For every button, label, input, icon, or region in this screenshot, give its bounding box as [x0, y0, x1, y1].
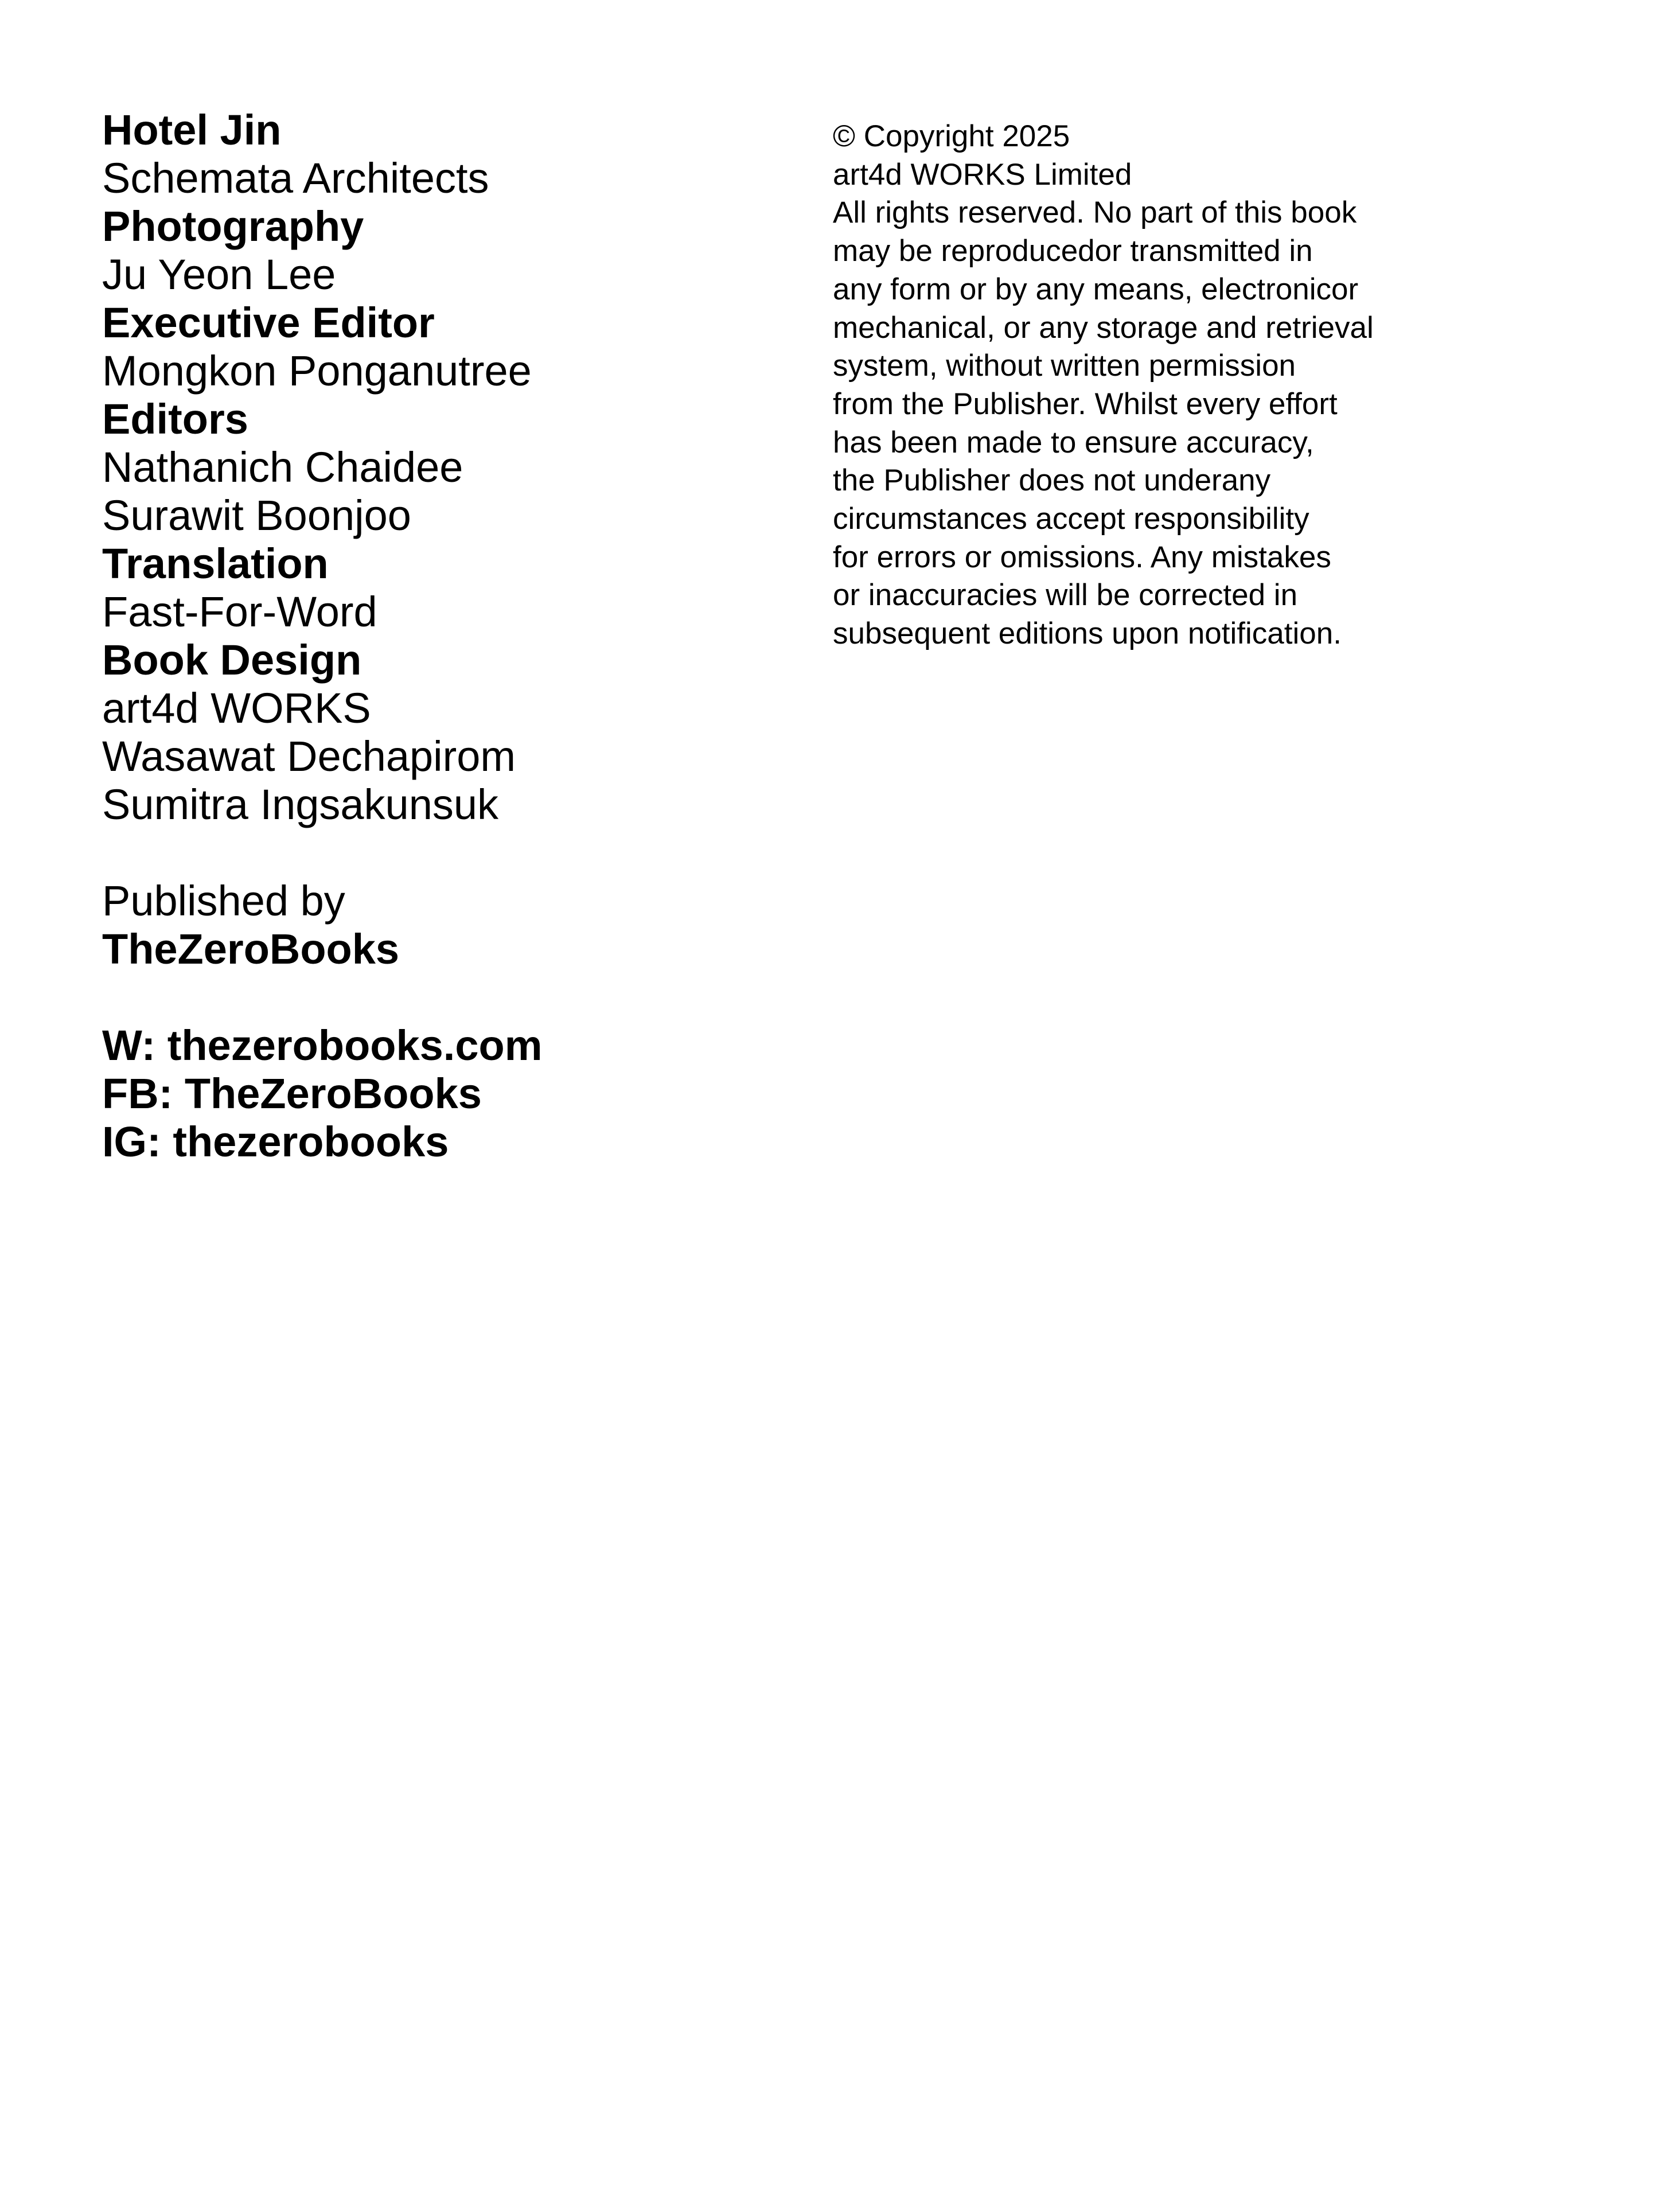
publisher-name: TheZeroBooks	[102, 925, 400, 973]
section-spacer	[102, 829, 733, 877]
copyright-line: or inaccuracies will be corrected in	[833, 578, 1298, 613]
architect-name: Schemata Architects	[102, 154, 489, 202]
copyright-line: All rights reserved. No part of this book	[833, 196, 1357, 230]
translator-name: Fast-For-Word	[102, 588, 377, 636]
instagram-contact: IG: thezerobooks	[102, 1118, 449, 1166]
copyright-line: for errors or omissions. Any mistakes	[833, 540, 1331, 574]
book-designer-name: Wasawat Dechapirom	[102, 732, 516, 780]
section-spacer	[102, 973, 733, 1022]
copyright-line: subsequent editions upon notification.	[833, 617, 1342, 651]
editor-name: Nathanich Chaidee	[102, 443, 463, 491]
copyright-notice	[833, 118, 1441, 653]
project-title: Hotel Jin	[102, 106, 282, 154]
copyright-line: any form or by any means, electronicor	[833, 272, 1359, 306]
copyright-line: has been made to ensure accuracy,	[833, 425, 1314, 459]
translation-heading: Translation	[102, 540, 329, 587]
photography-heading: Photography	[102, 202, 364, 250]
published-by-label: Published by	[102, 877, 345, 925]
book-designer-name: Sumitra Ingsakunsuk	[102, 781, 499, 828]
executive-editor-name: Mongkon Ponganutree	[102, 347, 532, 395]
copyright-line: mechanical, or any storage and retrieval	[833, 310, 1374, 345]
copyright-line: circumstances accept responsibility	[833, 502, 1309, 536]
copyright-line: the Publisher does not underany	[833, 463, 1271, 498]
copyright-line: © Copyright 2025	[833, 119, 1070, 153]
copyright-line: from the Publisher. Whilst every effort	[833, 387, 1338, 421]
editors-heading: Editors	[102, 395, 248, 443]
copyright-line: may be reproducedor transmitted in	[833, 234, 1313, 268]
book-design-heading: Book Design	[102, 636, 362, 684]
copyright-line: art4d WORKS Limited	[833, 157, 1132, 192]
book-designer-name: art4d WORKS	[102, 684, 371, 732]
facebook-contact: FB: TheZeroBooks	[102, 1070, 482, 1117]
credits-column	[102, 106, 733, 1166]
editor-name: Surawit Boonjoo	[102, 492, 411, 539]
photographer-name: Ju Yeon Lee	[102, 251, 336, 298]
executive-editor-heading: Executive Editor	[102, 299, 435, 346]
website-contact: W: thezerobooks.com	[102, 1022, 543, 1069]
copyright-line: system, without written permission	[833, 349, 1296, 383]
